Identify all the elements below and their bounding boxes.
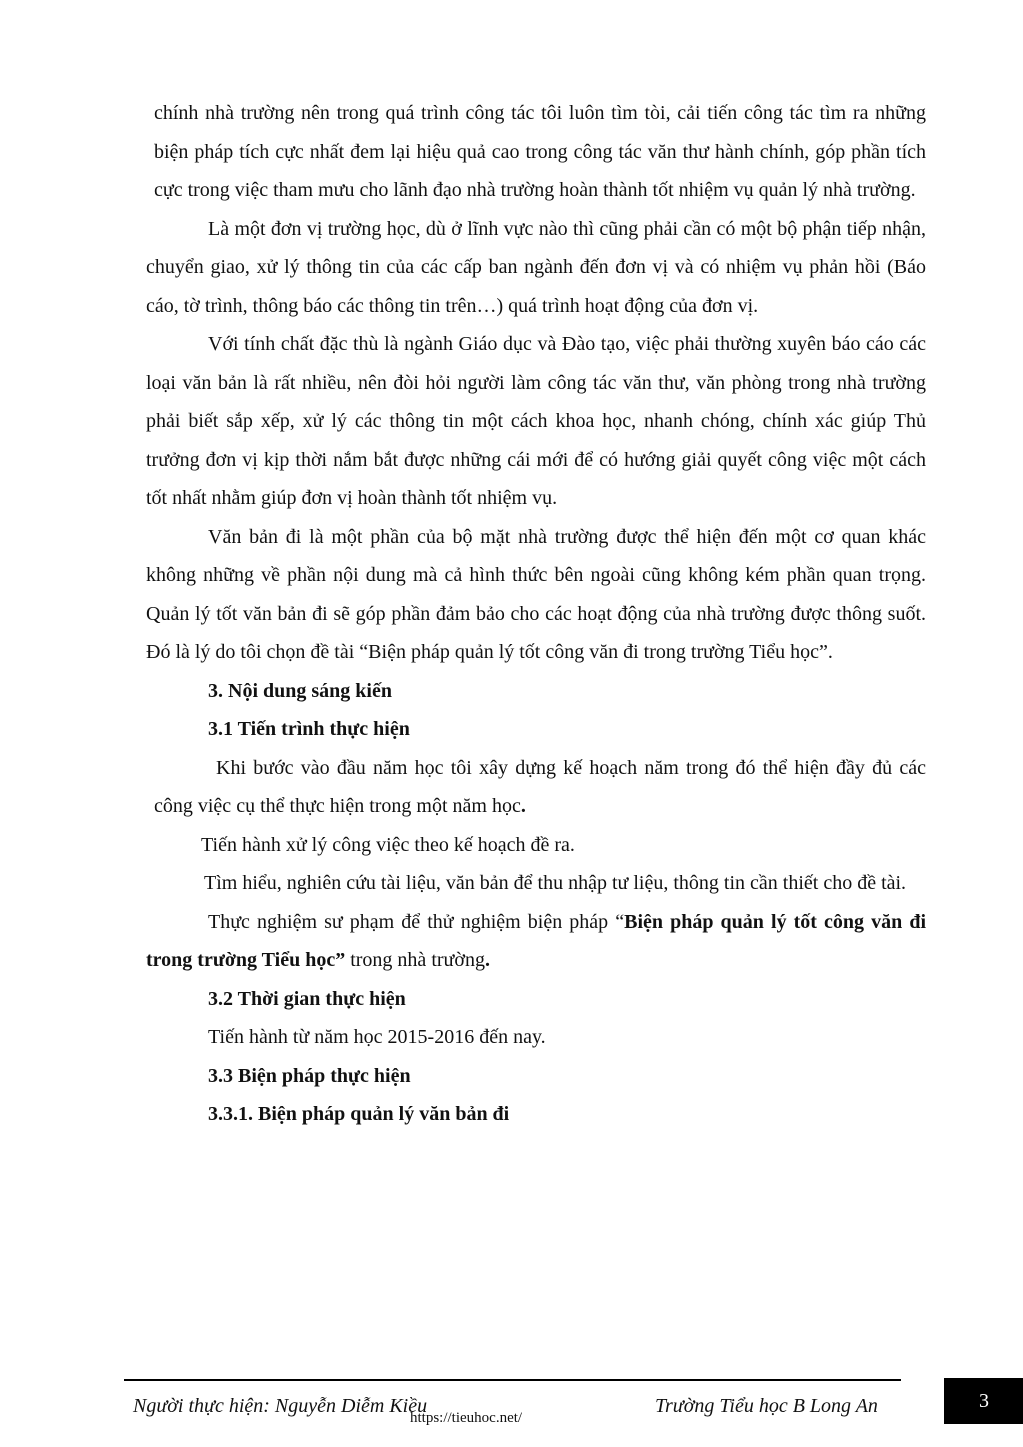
paragraph-8-tail: trong nhà trường [345,949,485,971]
paragraph-8 [146,903,926,980]
page-number: 3 [979,1389,989,1412]
paragraph-3: Với tính chất đặc thù là ngành Giáo dục và Đào tạo, việc phải thường xuyên báo cáo các loại văn bản là rất nhiều, nên đòi hỏi người làm công tác văn thư, văn phòng trong nhà trường phải biết sắp xếp, xử lý các thông tin một cách khoa học, nhanh chóng, chính xác giúp Thủ trưởng đơn vị kịp thời nắm bắt được những cái mới để có hướng giải quyết công việc một cách tốt nhất nhằm giúp đơn vị hoàn thành tốt nhiệm vụ. [146,333,926,509]
paragraph-8-title: Biện pháp quản lý tốt công văn đi trong trường Tiểu học” [146,910,926,971]
heading-section-3: 3. Nội dung sáng kiến [208,679,392,702]
paragraph-7: Tìm hiểu, nghiên cứu tài liệu, văn bản để thu nhập tư liệu, thông tin cần thiết cho đề tài. [204,872,907,894]
heading-section-3-1: 3.1 Tiến trình thực hiện [208,718,410,740]
footer-author: Người thực hiện: Nguyễn Diễm Kiều [133,1395,428,1417]
heading-section-3-3: 3.3 Biện pháp thực hiện [208,1064,411,1087]
paragraph-5 [146,749,926,826]
footer-divider [124,1379,901,1381]
page-number-box [944,1378,1023,1424]
paragraph-2: Là một đơn vị trường học, dù ở lĩnh vực nào thì cũng phải cần có một bộ phận tiếp nhận, chuyển giao, xử lý thông tin của các cấp ban ngành đến đơn vị và có nhiệm vụ phản hồi (Báo cáo, tờ trình, thông báo các thông tin trên…) quá trình hoạt động của đơn vị. [146,217,926,317]
paragraph-8-lead: Thực nghiệm sư phạm để thử nghiệm biện pháp “ [208,910,625,933]
heading-section-3-2: 3.2 Thời gian thực hiện [208,987,406,1010]
paragraph-8-period: . [484,949,490,971]
document-body [146,94,926,1134]
paragraph-9: Tiến hành từ năm học 2015-2016 đến nay. [208,1026,546,1048]
footer-url: https://tieuhoc.net/ [410,1410,523,1426]
paragraph-5-text: Khi bước vào đầu năm học tôi xây dựng kế hoạch năm trong đó thể hiện đầy đủ các công việc cụ thể thực hiện trong một năm học [154,756,926,817]
paragraph-1: chính nhà trường nên trong quá trình công tác tôi luôn tìm tòi, cải tiến công tác tìm ra những biện pháp tích cực nhất đem lại hiệu quả cao trong công tác văn thư hành chính, góp phần tích cực trong việc tham mưu cho lãnh đạo nhà trường hoàn thành tốt nhiệm vụ quản lý nhà trường. [154,102,926,201]
heading-section-3-3-1: 3.3.1. Biện pháp quản lý văn bản đi [208,1103,510,1125]
paragraph-4: Văn bản đi là một phần của bộ mặt nhà trường được thể hiện đến một cơ quan khác không những về phần nội dung mà cả hình thức bên ngoài cũng không kém phần quan trọng. Quản lý tốt văn bản đi sẽ góp phần đảm bảo cho các hoạt động của nhà trường được thông suốt. Đó là lý do tôi chọn đề tài “Biện pháp quản lý tốt công văn đi trong trường Tiểu học”. [146,525,926,663]
paragraph-6: Tiến hành xử lý công việc theo kế hoạch đề ra. [201,833,575,856]
footer-school: Trường Tiểu học B Long An [655,1395,878,1417]
paragraph-5-period: . [520,795,526,817]
